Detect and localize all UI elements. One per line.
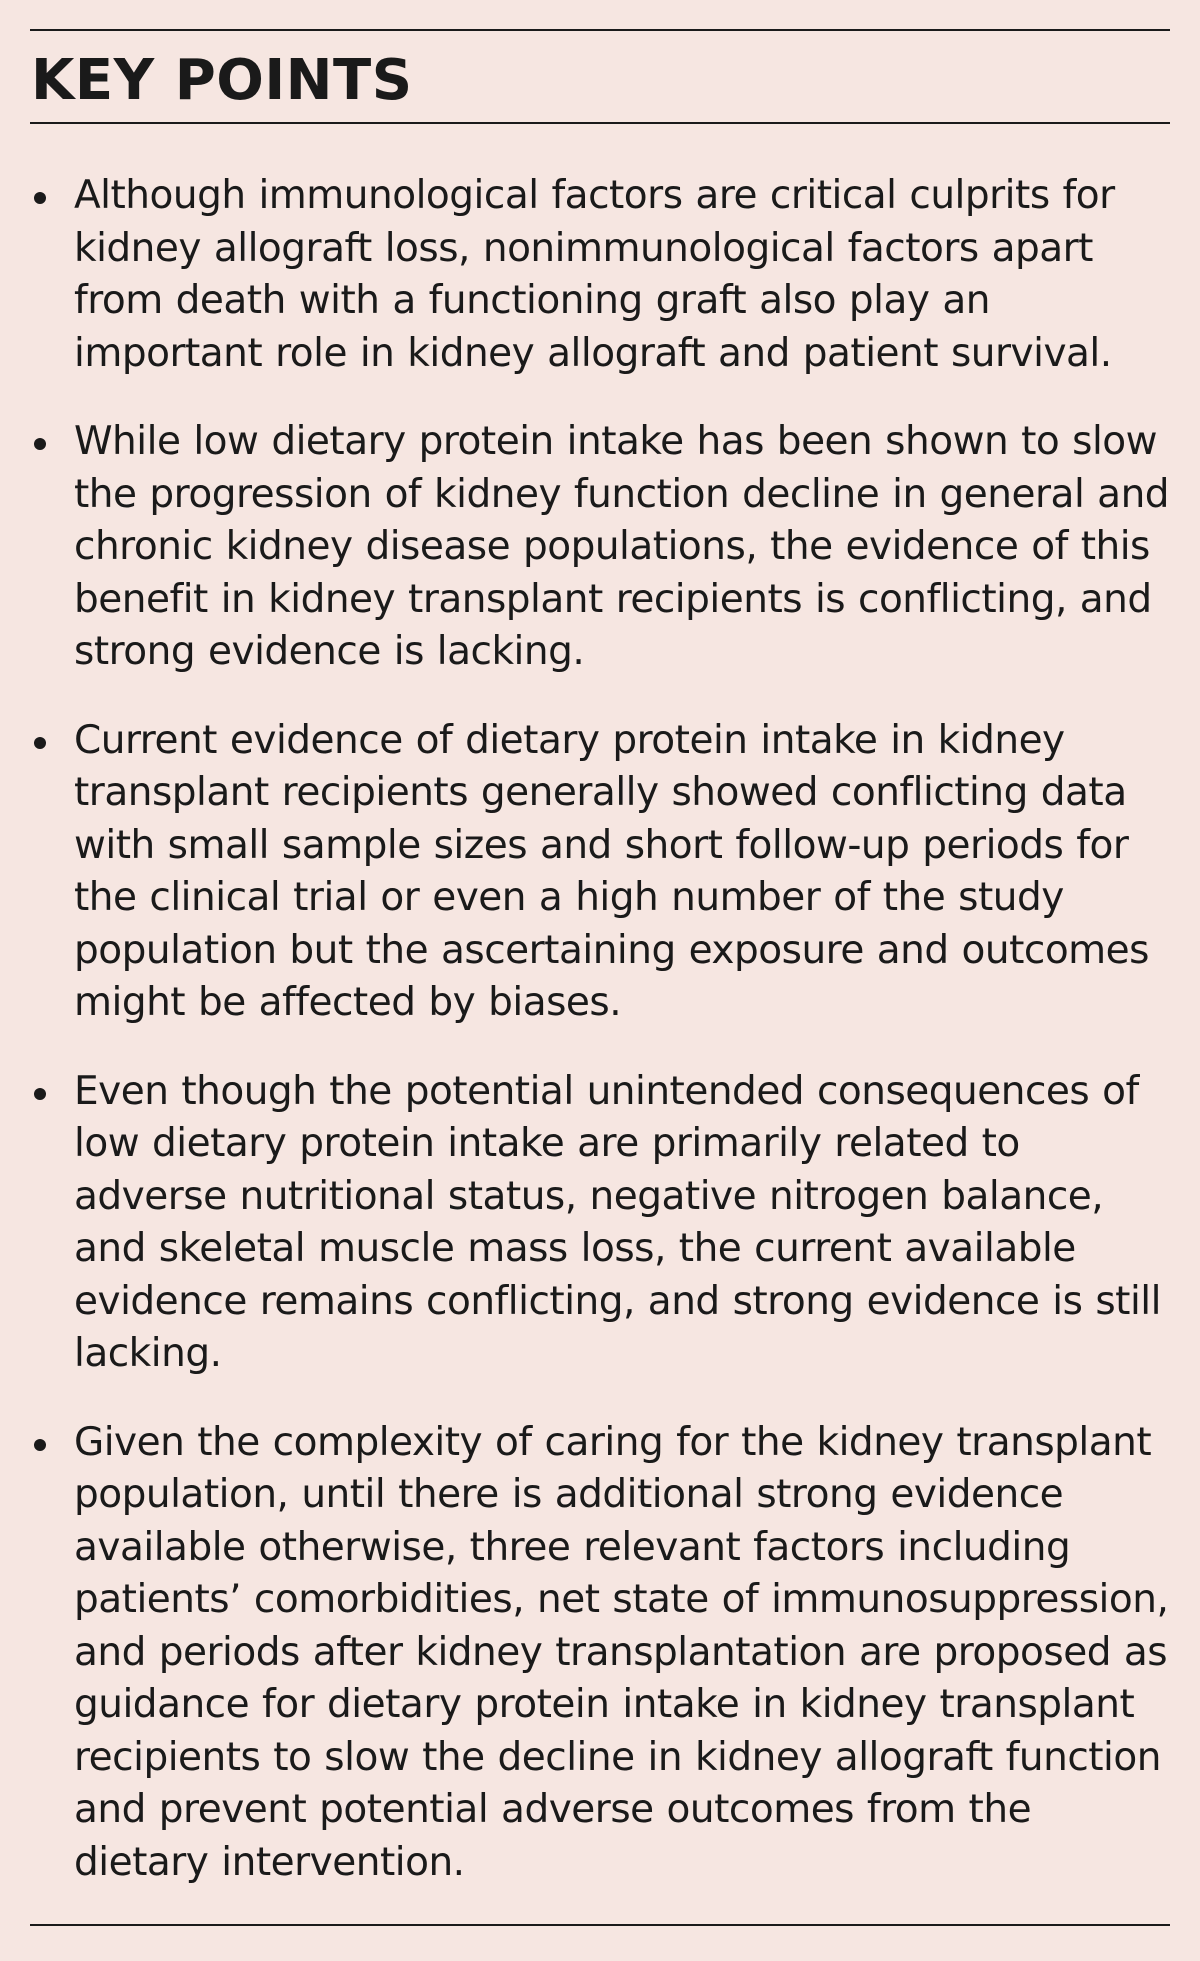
key-point-item — [30, 416, 1170, 679]
bullet-icon — [34, 192, 46, 204]
key-point-text: While low dietary protein intake has been shown to slow the progression of kidney function decline in general and chronic kidney disease populations, the evidence of this benefit in kidney transplant recipients is conflicting, and strong evidence is lacking. — [74, 419, 1170, 674]
key-point-text: Given the complexity of caring for the kidney transplant population, until there is additional strong evidence available otherwise, three relevant factors including patients’ comorbidities, net state of immunosuppression, and periods after kidney transplantation are proposed as guidance for dietary protein intake in kidney transplant recipients to slow the decline in kidney allograft function and prevent potential adverse outcomes from the dietary intervention. — [74, 1419, 1169, 1885]
key-point-item — [30, 1417, 1170, 1890]
key-point-text: Even though the potential unintended consequences of low dietary protein intake are primarily related to adverse nutritional status, negative nitrogen balance, and skeletal muscle mass loss, the current available evidence remains conflicting, and strong evidence is still lacking. — [74, 1068, 1161, 1376]
key-points-list — [30, 170, 1170, 1925]
heading-rule — [30, 122, 1170, 124]
bullet-icon — [34, 1439, 46, 1451]
top-rule — [30, 29, 1170, 31]
bottom-rule — [30, 1924, 1170, 1926]
key-point-text: Although immunological factors are critical culprits for kidney allograft loss, nonimmunological factors apart from death with a functioning graft also play an important role in kidney allograft and patient survival. — [74, 173, 1115, 376]
key-point-item — [30, 170, 1170, 380]
key-points-title: KEY POINTS — [31, 48, 413, 113]
key-point-text: Current evidence of dietary protein intake in kidney transplant recipients generally showed conflicting data with small sample sizes and short follow-up periods for the clinical trial or even a high number of the study population but the ascertaining exposure and outcomes might be affected by biases. — [74, 717, 1149, 1025]
key-point-item — [30, 715, 1170, 1030]
bullet-icon — [34, 438, 46, 450]
key-point-item — [30, 1066, 1170, 1381]
bullet-icon — [34, 1088, 46, 1100]
bullet-icon — [34, 737, 46, 749]
